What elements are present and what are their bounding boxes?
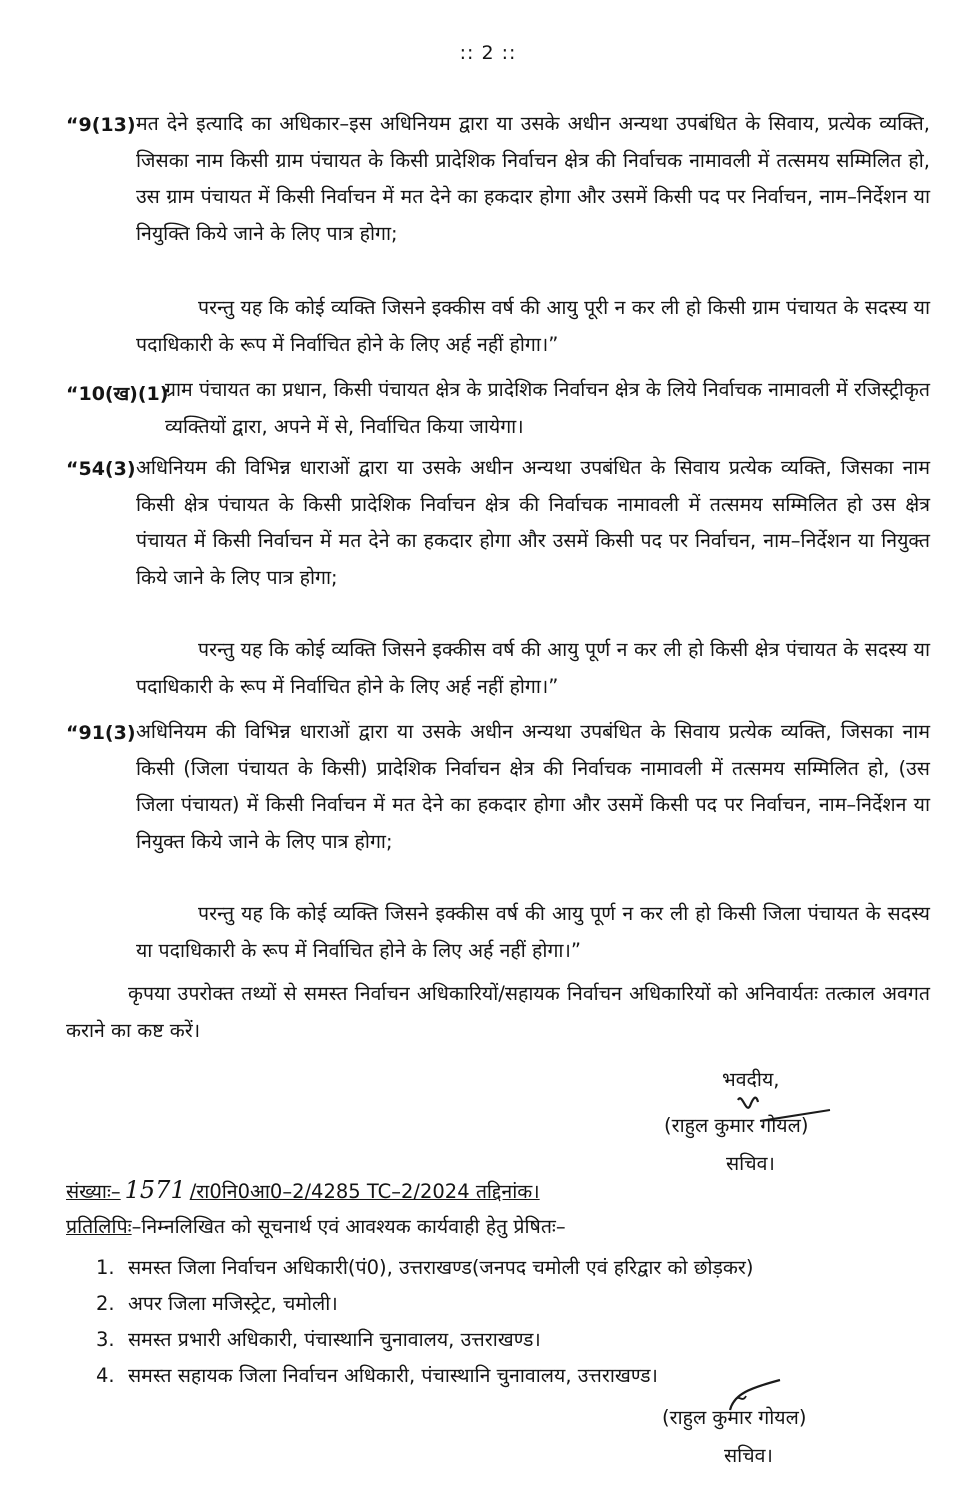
section-label-91-3: “91(3)	[66, 722, 136, 744]
list-item: 4. समस्त सहायक जिला निर्वाचन अधिकारी, पंचास्थानि चुनावालय, उत्तराखण्ड।	[96, 1364, 658, 1387]
recipient-list	[96, 1250, 754, 1394]
section-label-10-kh-1: “10(ख)(1)	[66, 383, 169, 405]
section-proviso-91-3: परन्तु यह कि कोई व्यक्ति जिसने इक्कीस वर्ष की आयु पूर्ण न कर ली हो किसी जिला पंचायत के सदस्य या पदाधिकारी के रूप में निर्वाचित होने के लिए अर्ह नहीं होगा।”	[136, 902, 930, 962]
list-item: 1. समस्त जिला निर्वाचन अधिकारी(पं0), उत्तराखण्ड(जनपद चमोली एवं हरिद्वार को छोड़कर)	[96, 1256, 754, 1279]
salutation: भवदीय,	[722, 1068, 780, 1091]
signatory-name: (राहुल कुमार गोयल)	[664, 1114, 809, 1137]
section-proviso-9-13: परन्तु यह कि कोई व्यक्ति जिसने इक्कीस वर्ष की आयु पूरी न कर ली हो किसी ग्राम पंचायत के सदस्य या पदाधिकारी के रूप में निर्वाचित होने के लिए अर्ह नहीं होगा।”	[136, 296, 930, 356]
page-number: :: 2 ::	[459, 42, 517, 64]
reference-number	[66, 1176, 540, 1204]
section-proviso-54-3: परन्तु यह कि कोई व्यक्ति जिसने इक्कीस वर्ष की आयु पूर्ण न कर ली हो किसी क्षेत्र पंचायत के सदस्य या पदाधिकारी के रूप में निर्वाचित होने के लिए अर्ह नहीं होगा।”	[136, 638, 930, 698]
signatory-name-2: (राहुल कुमार गोयल)	[662, 1406, 807, 1429]
copy-heading	[66, 1212, 566, 1239]
request-paragraph: कृपया उपरोक्त तथ्यों से समस्त निर्वाचन अधिकारियों/सहायक निर्वाचन अधिकारियों को अनिवार्यतः तत्काल अवगत कराने का कष्ट करें।	[66, 982, 930, 1042]
copy-heading-text: –निम्नलिखित को सूचनार्थ एवं आवश्यक कार्यवाही हेतु प्रेषितः–	[131, 1215, 566, 1238]
reference-suffix: /रा0नि0आ0–2/4285 TC–2/2024 तद्दिनांक।	[189, 1180, 540, 1203]
section-label-54-3: “54(3)	[66, 458, 136, 480]
list-item: 2. अपर जिला मजिस्ट्रेट, चमोली।	[96, 1292, 338, 1315]
copy-heading-label: प्रतिलिपिः	[66, 1215, 132, 1238]
section-label-9-13: “9(13)	[66, 114, 136, 136]
section-body-9-13: मत देने इत्यादि का अधिकार–इस अधिनियम द्वारा या उसके अधीन अन्यथा उपबंधित के सिवाय, प्रत्येक व्यक्ति, जिसका नाम किसी ग्राम पंचायत के किसी प्रादेशिक निर्वाचन क्षेत्र की निर्वाचक नामावली में तत्समय सम्मिलित हो, उस ग्राम पंचायत में किसी निर्वाचन में मत देने का हकदार होगा और उसमें किसी पद पर निर्वाचन, नाम–निर्देशन या नियुक्ति किये जाने के लिए पात्र होगा;	[136, 112, 930, 245]
handwritten-dispatch-number: 1571	[124, 1176, 186, 1204]
section-body-10-kh-1: ग्राम पंचायत का प्रधान, किसी पंचायत क्षेत्र के प्रादेशिक निर्वाचन क्षेत्र के लिये निर्वाचक नामावली में रजिस्ट्रीकृत व्यक्तियों द्वारा, अपने में से, निर्वाचित किया जायेगा।	[165, 378, 930, 438]
section-body-54-3: अधिनियम की विभिन्न धाराओं द्वारा या उसके अधीन अन्यथा उपबंधित के सिवाय प्रत्येक व्यक्ति, जिसका नाम किसी क्षेत्र पंचायत के किसी प्रादेशिक निर्वाचन क्षेत्र की निर्वाचक नामावली में तत्समय सम्मिलित हो उस क्षेत्र पंचायत में किसी निर्वाचन में मत देने का हकदार होगा और उसमें किसी पद पर निर्वाचन, नाम–निर्देशन या नियुक्त किये जाने के लिए पात्र होगा;	[136, 456, 930, 589]
signatory-designation-2: सचिव।	[724, 1444, 773, 1467]
section-body-91-3: अधिनियम की विभिन्न धाराओं द्वारा या उसके अधीन अन्यथा उपबंधित के सिवाय प्रत्येक व्यक्ति, जिसका नाम किसी (जिला पंचायत के किसी) प्रादेशिक निर्वाचन क्षेत्र की निर्वाचक नामावली में तत्समय सम्मिलित हो, (उस जिला पंचायत) में किसी निर्वाचन में मत देने का हकदार होगा और उसमें किसी पद पर निर्वाचन, नाम–निर्देशन या नियुक्त किये जाने के लिए पात्र होगा;	[136, 720, 930, 853]
signature-initial-1	[720, 1088, 850, 1136]
list-item: 3. समस्त प्रभारी अधिकारी, पंचास्थानि चुनावालय, उत्तराखण्ड।	[96, 1328, 541, 1351]
signatory-designation: सचिव।	[726, 1152, 775, 1175]
reference-prefix: संख्याः–	[66, 1180, 121, 1203]
